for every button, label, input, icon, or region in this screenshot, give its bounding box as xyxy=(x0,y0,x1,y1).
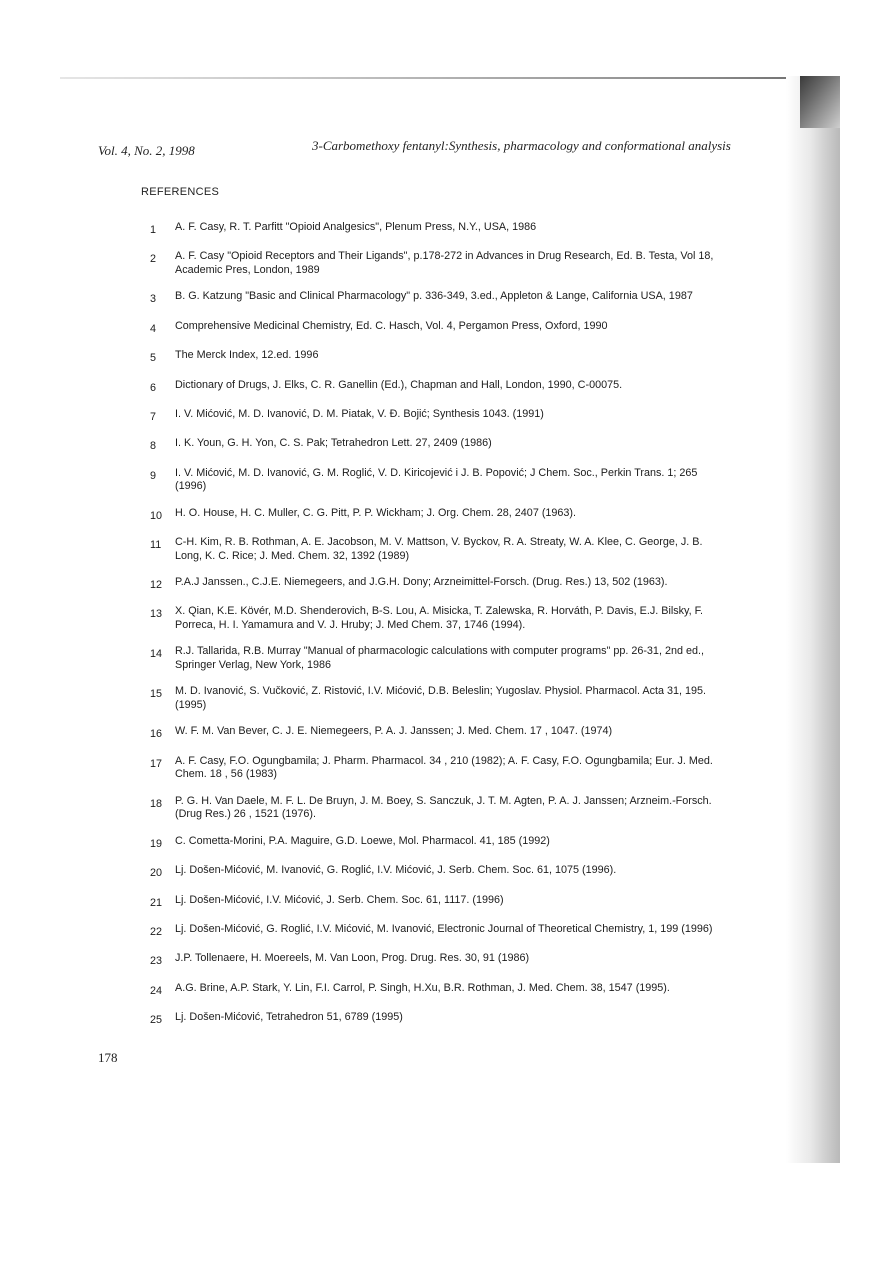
reference-number: 5 xyxy=(150,352,157,365)
top-rule xyxy=(60,77,820,79)
reference-number: 17 xyxy=(150,757,163,770)
reference-item xyxy=(150,576,720,593)
reference-item xyxy=(150,221,720,238)
reference-text: J.P. Tollenaere, H. Moereels, M. Van Loon, Prog. Drug. Res. 30, 91 (1986) xyxy=(175,952,530,965)
reference-text: M. D. Ivanović, S. Vučković, Z. Ristović, I.V. Mićović, D.B. Beleslin; Yugoslav. Physiol. Pharmacol. Acta 31, 195. (1995) xyxy=(175,685,707,712)
reference-text: W. F. M. Van Bever, C. J. E. Niemegeers, P. A. J. Janssen; J. Med. Chem. 17 , 1047. (1974) xyxy=(175,725,613,738)
reference-number: 22 xyxy=(150,925,163,938)
reference-number: 2 xyxy=(150,253,157,266)
reference-number: 6 xyxy=(150,381,157,394)
reference-item xyxy=(150,379,720,396)
reference-number: 4 xyxy=(150,322,157,335)
reference-number: 23 xyxy=(150,955,163,968)
reference-number: 19 xyxy=(150,837,163,850)
reference-text: Comprehensive Medicinal Chemistry, Ed. C. Hasch, Vol. 4, Pergamon Press, Oxford, 1990 xyxy=(175,319,608,332)
reference-number: 1 xyxy=(150,224,157,236)
reference-number: 11 xyxy=(150,539,162,552)
reference-text: X. Qian, K.E. Kövér, M.D. Shenderovich, B-S. Lou, A. Misicka, T. Zalewska, R. Horváth, P. Davis, E.J. Bilsky, F. Porreca, H. I. Yamamura and V. J. Hruby; J. Med Chem. 37, 1746 (1994). xyxy=(175,605,704,632)
reference-text: I. V. Mićović, M. D. Ivanović, G. M. Roglić, V. D. Kiricojević i J. B. Popović; J Chem. Soc., Perkin Trans. 1; 265 (1996) xyxy=(175,466,698,493)
reference-item xyxy=(150,437,720,454)
reference-item xyxy=(150,645,720,672)
reference-item xyxy=(150,1011,720,1028)
reference-text: Dictionary of Drugs, J. Elks, C. R. Ganellin (Ed.), Chapman and Hall, London, 1990, C-00075. xyxy=(175,378,623,391)
reference-number: 18 xyxy=(150,797,163,810)
reference-number: 16 xyxy=(150,728,163,741)
reference-text: A. F. Casy "Opioid Receptors and Their Ligands", p.178-272 in Advances in Drug Research, Ed. B. Testa, Vol 18, Academic Pres, London, 1989 xyxy=(175,250,714,276)
reference-text: H. O. House, H. C. Muller, C. G. Pitt, P. P. Wickham; J. Org. Chem. 28, 2407 (1963). xyxy=(175,506,577,519)
reference-item xyxy=(150,536,720,563)
reference-text: The Merck Index, 12.ed. 1996 xyxy=(175,349,319,362)
reference-text: R.J. Tallarida, R.B. Murray "Manual of pharmacologic calculations with computer programs" pp. 26-31, 2nd ed., Springer Verlag, New York, 1986 xyxy=(175,645,704,672)
reference-text: I. K. Youn, G. H. Yon, C. S. Pak; Tetrahedron Lett. 27, 2409 (1986) xyxy=(175,437,492,450)
reference-item xyxy=(150,864,720,881)
reference-number: 25 xyxy=(150,1014,163,1027)
reference-number: 8 xyxy=(150,440,157,453)
reference-item xyxy=(150,320,720,337)
reference-number: 12 xyxy=(150,579,163,592)
reference-item xyxy=(150,467,720,494)
reference-item xyxy=(150,605,720,632)
reference-text: A. F. Casy, F.O. Ogungbamila; J. Pharm. Pharmacol. 34 , 210 (1982); A. F. Casy, F.O. Ogungbamila; Eur. J. Med. Chem. 18 , 56 (1983) xyxy=(175,754,713,781)
reference-item xyxy=(150,835,720,852)
reference-text: Lj. Došen-Mićović, M. Ivanović, G. Roglić, I.V. Mićović, J. Serb. Chem. Soc. 61, 1075 (1996). xyxy=(175,864,617,877)
reference-item xyxy=(150,408,720,425)
reference-text: Lj. Došen-Mićović, G. Roglić, I.V. Mićović, M. Ivanović, Electronic Journal of Theoretical Chemistry, 1, 199 (1996) xyxy=(175,922,713,935)
reference-item xyxy=(150,507,720,524)
reference-text: P. G. H. Van Daele, M. F. L. De Bruyn, J. M. Boey, S. Sanczuk, J. T. M. Agten, P. A. J. Janssen; Arzneim.-Forsch. (Drug Res.) 26 , 1521 (1976). xyxy=(175,794,712,821)
reference-item xyxy=(150,923,720,940)
page-edge-shadow xyxy=(786,76,840,1163)
references-heading: REFERENCES xyxy=(141,186,220,198)
reference-item xyxy=(150,349,720,366)
reference-text: I. V. Mićović, M. D. Ivanović, D. M. Piatak, V. Đ. Bojić; Synthesis 1043. (1991) xyxy=(175,407,544,420)
reference-item xyxy=(150,952,720,969)
reference-number: 10 xyxy=(150,509,163,522)
reference-text: B. G. Katzung "Basic and Clinical Pharmacology" p. 336-349, 3.ed., Appleton & Lange, California USA, 1987 xyxy=(175,290,693,303)
reference-item xyxy=(150,894,720,911)
reference-number: 14 xyxy=(150,648,163,661)
page-number: 178 xyxy=(98,1050,118,1065)
reference-text: C-H. Kim, R. B. Rothman, A. E. Jacobson, M. V. Mattson, V. Byckov, R. A. Streaty, W. A. Klee, C. George, J. B. Long, K. C. Rice; J. Med. Chem. 32, 1392 (1989) xyxy=(175,536,703,562)
reference-number: 21 xyxy=(150,896,163,909)
reference-number: 7 xyxy=(150,410,157,423)
reference-number: 24 xyxy=(150,984,163,997)
reference-number: 9 xyxy=(150,469,157,482)
reference-text: A.G. Brine, A.P. Stark, Y. Lin, F.I. Carrol, P. Singh, H.Xu, B.R. Rothman, J. Med. Chem. 38, 1547 (1995). xyxy=(175,981,670,994)
reference-item xyxy=(150,685,720,712)
reference-number: 13 xyxy=(150,608,163,621)
reference-item xyxy=(150,725,720,742)
reference-number: 3 xyxy=(150,293,157,306)
running-title: 3-Carbomethoxy fentanyl:Synthesis, pharmacology and conformational analysis xyxy=(312,138,731,153)
page-corner-shadow xyxy=(800,76,840,128)
reference-text: C. Cometta-Morini, P.A. Maguire, G.D. Loewe, Mol. Pharmacol. 41, 185 (1992) xyxy=(175,834,550,847)
reference-number: 15 xyxy=(150,688,163,701)
reference-item xyxy=(150,982,720,999)
reference-item xyxy=(150,250,720,277)
reference-number: 20 xyxy=(150,867,163,880)
reference-text: Lj. Došen-Mićović, I.V. Mićović, J. Serb. Chem. Soc. 61, 1117. (1996) xyxy=(175,893,504,906)
reference-text: A. F. Casy, R. T. Parfitt "Opioid Analgesics", Plenum Press, N.Y., USA, 1986 xyxy=(175,221,537,233)
reference-item xyxy=(150,755,720,782)
reference-text: Lj. Došen-Mićović, Tetrahedron 51, 6789 (1995) xyxy=(175,1011,403,1024)
reference-item xyxy=(150,290,720,307)
reference-item xyxy=(150,795,720,822)
reference-list xyxy=(150,221,720,1041)
reference-text: P.A.J Janssen., C.J.E. Niemegeers, and J.G.H. Dony; Arzneimittel-Forsch. (Drug. Res.) 13, 502 (1963). xyxy=(175,576,668,589)
journal-issue: Vol. 4, No. 2, 1998 xyxy=(98,143,195,158)
